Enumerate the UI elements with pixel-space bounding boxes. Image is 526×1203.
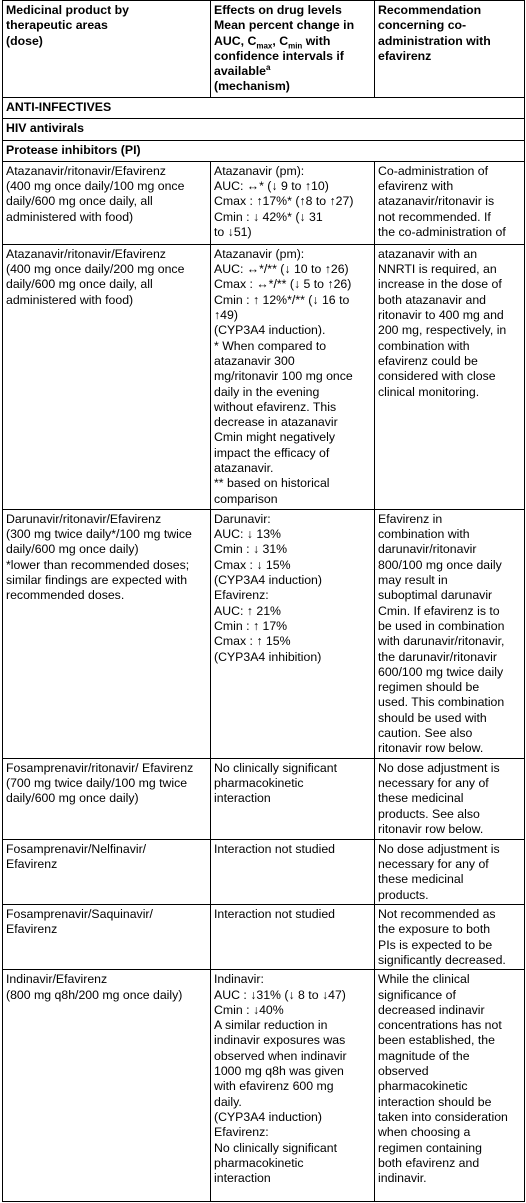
cell-line: observed [378, 1064, 429, 1079]
cell-effects [211, 905, 375, 970]
cell-line: Cmax : ↑17%* (↑8 to ↑27) [214, 194, 354, 209]
cell-line: pharmacokinetic [214, 776, 304, 791]
cell-line: Cmax : ↓ 15% [214, 557, 291, 572]
cell-line: atazanavir. [214, 461, 274, 476]
cell-line: Cmin : ↓40% [214, 1002, 284, 1017]
cell-line: Darunavir/ritonavir/Efavirenz [6, 511, 162, 526]
cell-line: been established, the [378, 1033, 495, 1048]
cell-recommendation [375, 905, 525, 970]
cell-line: Efavirenz [6, 922, 58, 937]
cell-recommendation [375, 509, 525, 758]
cell-line: caution. See also [378, 726, 473, 741]
cell-recommendation [375, 161, 525, 244]
cell-line: 800/100 mg once daily [378, 557, 502, 572]
cell-line: suboptimal darunavir [378, 588, 493, 603]
cell-medicinal-product [3, 970, 211, 1202]
cell-line: decrease in atazanavir [214, 415, 338, 430]
cell-line: * When compared to [214, 338, 327, 353]
cell-line: AUC: ↔*/** (↓ 10 to ↑26) [214, 262, 349, 277]
cell-line: Interaction not studied [214, 841, 335, 856]
cell-line: necessary for any of [378, 776, 489, 791]
cell-line: AUC: ↑ 21% [214, 603, 281, 618]
cell-line: *lower than recommended doses; [6, 557, 190, 572]
cell-line: with darunavir/ritonavir, [378, 634, 505, 649]
cell-line: Atazanavir/ritonavir/Efavirenz [6, 246, 166, 261]
cell-line: products. [378, 887, 429, 902]
table-row [3, 839, 525, 904]
cell-line: daily. [214, 1094, 242, 1109]
cell-line: Efavirenz [6, 857, 58, 872]
cell-line: interaction [214, 1171, 271, 1186]
cell-line: Atazanavir/ritonavir/Efavirenz [6, 163, 166, 178]
cell-line: Cmax : ↑ 15% [214, 634, 291, 649]
cell-line: AUC: ↔* (↓ 9 to ↑10) [214, 179, 329, 194]
section-row [3, 98, 525, 119]
cell-line: darunavir/ritonavir [378, 542, 477, 557]
cell-line: efavirenz with [378, 179, 454, 194]
table-row [3, 509, 525, 758]
cell-line: ritonavir row below. [378, 822, 484, 837]
cell-line: observed when indinavir [214, 1048, 347, 1063]
cell-line: indinavir. [378, 1171, 427, 1186]
cell-line: be used in combination [378, 618, 505, 633]
cell-line: both atazanavir and [378, 292, 487, 307]
cell-line: not recommended. If [378, 209, 491, 224]
cell-line: Fosamprenavir/Saquinavir/ [6, 907, 153, 922]
cell-line: Atazanavir (pm): [214, 246, 305, 261]
section-row [3, 119, 525, 140]
cell-recommendation [375, 839, 525, 904]
cell-line: 1000 mg q8h was given [214, 1064, 344, 1079]
cell-line: daily/600 mg once daily, all [6, 194, 153, 209]
cell-line: pharmacokinetic [214, 1155, 304, 1170]
cell-line: similar findings are expected with [6, 573, 188, 588]
cell-effects [211, 244, 375, 509]
cell-line: Indinavir/Efavirenz [6, 972, 108, 987]
cell-line: (800 mg q8h/200 mg once daily) [6, 987, 183, 1002]
cell-line: these medicinal [378, 872, 464, 887]
cell-line: PIs is expected to be [378, 937, 493, 952]
cell-line: (CYP3A4 inhibition) [214, 649, 322, 664]
table-row [3, 905, 525, 970]
cell-line: Cmax : ↔*/** (↓ 5 to ↑26) [214, 277, 352, 292]
cell-line: atazanavir 300 [214, 353, 295, 368]
cell-line: NNRTI is required, an [378, 262, 497, 277]
cell-medicinal-product [3, 244, 211, 509]
cell-line: ritonavir to 400 mg and [378, 308, 504, 323]
cell-medicinal-product [3, 839, 211, 904]
cell-line: (400 mg once daily/100 mg once [6, 179, 185, 194]
cell-line: without efavirenz. This [214, 399, 337, 414]
cell-line: Cmin : ↑ 17% [214, 618, 288, 633]
cell-line: A similar reduction in [214, 1018, 328, 1033]
section-protease-inhibitors: Protease inhibitors (PI) [3, 140, 525, 161]
cell-line: may result in [378, 573, 448, 588]
cell-line: No dose adjustment is [378, 841, 500, 856]
cell-line: indinavir exposures was [214, 1033, 346, 1048]
cell-line: daily/600 mg once daily, all [6, 277, 153, 292]
cell-line: regimen should be [378, 680, 480, 695]
table-row [3, 244, 525, 509]
cell-line: AUC : ↓31% (↓ 8 to ↓47) [214, 987, 346, 1002]
header-effects: Effects on drug levels Mean percent change in AUC, $C_{max}$, $C_{min}$ with confidence intervals if available$^a$ (mechanism) [211, 1, 375, 98]
section-anti-infectives: ANTI-INFECTIVES [3, 98, 525, 119]
cell-line: Cmin might negatively [214, 430, 335, 445]
cell-line: increase in the dose of [378, 277, 502, 292]
cell-line: administered with food) [6, 209, 134, 224]
table-row [3, 758, 525, 839]
cell-line: the exposure to both [378, 922, 491, 937]
cell-line: both efavirenz and [378, 1155, 480, 1170]
cell-line: Cmin : ↓ 31% [214, 542, 288, 557]
cell-effects [211, 509, 375, 758]
cell-line: Cmin : ↑ 12%*/** (↓ 16 to [214, 292, 350, 307]
cell-line: concentrations has not [378, 1018, 502, 1033]
cell-line: Co-administration of [378, 163, 489, 178]
header-row [3, 1, 525, 98]
cell-effects [211, 758, 375, 839]
header-medicinal-product: Medicinal product by therapeutic areas (dose) [3, 1, 211, 98]
cell-line: No clinically significant [214, 1140, 338, 1155]
cell-line: combination with [378, 338, 470, 353]
cell-line: Efavirenz: [214, 588, 269, 603]
cell-line: While the clinical [378, 972, 470, 987]
cell-medicinal-product [3, 758, 211, 839]
cell-line: considered with close [378, 369, 496, 384]
cell-line: AUC: ↓ 13% [214, 527, 281, 542]
cell-line: interaction [214, 791, 271, 806]
table-row [3, 970, 525, 1202]
cell-line: significance of [378, 987, 456, 1002]
cell-line: daily/600 mg once daily) [6, 791, 139, 806]
cell-line: with efavirenz 600 mg [214, 1079, 334, 1094]
cell-line: (CYP3A4 induction) [214, 573, 322, 588]
cell-recommendation [375, 758, 525, 839]
header-recommendation: Recommendation concerning co- administration with efavirenz [375, 1, 525, 98]
cell-line: these medicinal [378, 791, 464, 806]
cell-line: 200 mg, respectively, in [378, 323, 507, 338]
cell-effects [211, 839, 375, 904]
cell-line: (CYP3A4 induction). [214, 323, 326, 338]
cell-line: impact the efficacy of [214, 445, 330, 460]
cell-recommendation [375, 970, 525, 1202]
cell-medicinal-product [3, 509, 211, 758]
cell-effects [211, 161, 375, 244]
interaction-table [2, 0, 525, 1202]
cell-line: Cmin : ↓ 42%* (↓ 31 [214, 209, 323, 224]
cell-line: (700 mg twice daily/100 mg twice [6, 776, 188, 791]
cell-line: taken into consideration [378, 1109, 508, 1124]
cell-line: used. This combination [378, 695, 505, 710]
cell-line: administered with food) [6, 292, 134, 307]
cell-line: the co-administration of [378, 225, 506, 240]
cell-line: Cmin. If efavirenz is to [378, 603, 500, 618]
cell-line: daily/600 mg once daily) [6, 542, 139, 557]
cell-line: 600/100 mg twice daily [378, 664, 504, 679]
section-row [3, 140, 525, 161]
cell-line: to ↓51) [214, 225, 252, 240]
cell-line: ritonavir row below. [378, 741, 484, 756]
cell-line: Indinavir: [214, 972, 264, 987]
cell-medicinal-product [3, 161, 211, 244]
cell-line: Not recommended as [378, 907, 496, 922]
cell-line: pharmacokinetic [378, 1079, 468, 1094]
cell-line: necessary for any of [378, 857, 489, 872]
cell-line: No clinically significant [214, 760, 338, 775]
cell-line: Efavirenz in [378, 511, 443, 526]
cell-line: atazanavir with an [378, 246, 478, 261]
cell-line: regimen containing [378, 1140, 482, 1155]
cell-line: (CYP3A4 induction) [214, 1109, 322, 1124]
cell-line: products. See also [378, 806, 480, 821]
cell-line: (400 mg once daily/200 mg once [6, 262, 185, 277]
cell-line: comparison [214, 491, 278, 506]
cell-line: magnitude of the [378, 1048, 470, 1063]
cell-line: combination with [378, 527, 470, 542]
cell-line: ** based on historical [214, 476, 330, 491]
cell-line: daily in the evening [214, 384, 320, 399]
cell-line: ↑49) [214, 308, 238, 323]
cell-medicinal-product [3, 905, 211, 970]
cell-line: when choosing a [378, 1125, 471, 1140]
cell-line: interaction should be [378, 1094, 492, 1109]
cell-line: decreased indinavir [378, 1002, 485, 1017]
cell-line: No dose adjustment is [378, 760, 500, 775]
cell-line: Interaction not studied [214, 907, 335, 922]
cell-line: should be used with [378, 710, 487, 725]
cell-line: Darunavir: [214, 511, 271, 526]
cell-line: mg/ritonavir 100 mg once [214, 369, 353, 384]
cell-line: efavirenz could be [378, 353, 478, 368]
cell-line: (300 mg twice daily*/100 mg twice [6, 527, 192, 542]
cell-effects [211, 970, 375, 1202]
cell-line: Fosamprenavir/Nelfinavir/ [6, 841, 147, 856]
cell-line: Atazanavir (pm): [214, 163, 305, 178]
cell-line: recommended doses. [6, 588, 125, 603]
section-hiv-antivirals: HIV antivirals [3, 119, 525, 140]
cell-recommendation [375, 244, 525, 509]
cell-line: Fosamprenavir/ritonavir/ Efavirenz [6, 760, 194, 775]
cell-line: significantly decreased. [378, 952, 506, 967]
cell-line: Efavirenz: [214, 1125, 269, 1140]
cell-line: the darunavir/ritonavir [378, 649, 497, 664]
table-row [3, 161, 525, 244]
cell-line: atazanavir/ritonavir is [378, 194, 495, 209]
cell-line: clinical monitoring. [378, 384, 480, 399]
